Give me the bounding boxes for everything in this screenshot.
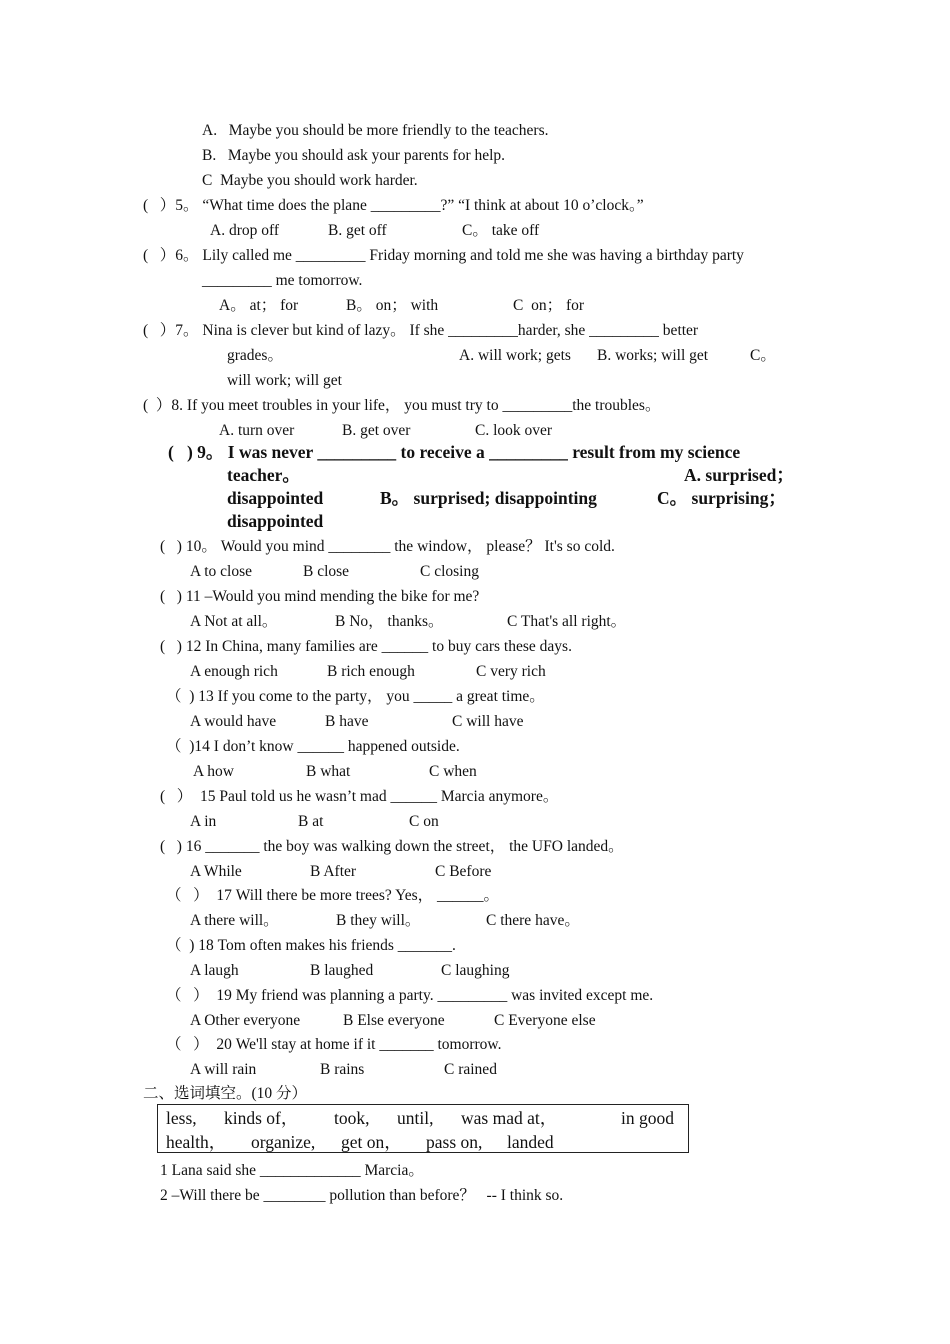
q15-option-c: C on <box>409 813 439 830</box>
q17-option-a: A there will。 <box>190 912 279 929</box>
q17-stem: （ ） 17 Will there be more trees? Yes， ______。 <box>166 887 500 904</box>
q14-option-a: A how <box>193 763 234 780</box>
q10-option-c: C closing <box>420 563 479 580</box>
word-bank-item: health， <box>166 1132 227 1152</box>
fill-sentence-1: 1 Lana said she _____________ Marcia。 <box>160 1162 424 1179</box>
q12-option-c: C very rich <box>476 663 546 680</box>
q16-stem: ( ) 16 _______ the boy was walking down the street， the UFO landed。 <box>160 838 624 855</box>
q19-option-a: A Other everyone <box>190 1012 301 1029</box>
q13-stem: （ ) 13 If you come to the party， you _____ a great time。 <box>166 688 545 705</box>
q11-option-c: C That's all right。 <box>507 613 627 630</box>
q4-option-b: B. Maybe you should ask your parents for help. <box>202 147 506 164</box>
word-bank-item: pass on, <box>426 1132 483 1152</box>
q11-stem: ( ) 11 –Would you mind mending the bike for me? <box>160 588 480 605</box>
q20-option-a: A will rain <box>190 1061 257 1078</box>
q9-option-b: B。 surprised; disappointing <box>380 488 597 508</box>
word-bank-item: less, <box>166 1108 197 1128</box>
word-bank-item: landed <box>507 1132 554 1152</box>
q5-stem: ( ）5。 “What time does the plane _________?” “I think at about 10 o’clock。” <box>143 197 644 214</box>
word-bank-item: was mad at， <box>461 1108 558 1128</box>
q19-option-b: B Else everyone <box>343 1012 445 1029</box>
q12-stem: ( ) 12 In China, many families are ______ to buy cars these days. <box>160 638 572 655</box>
fill-sentence-2: 2 –Will there be ________ pollution than before？ -- I think so. <box>160 1187 564 1204</box>
q9-option-c-cont: disappointed <box>227 511 324 531</box>
q14-option-c: C when <box>429 763 477 780</box>
q20-option-b: B rains <box>320 1061 365 1078</box>
q16-option-b: B After <box>310 863 357 880</box>
q19-option-c: C Everyone else <box>494 1012 596 1029</box>
q9-stem-cont: teacher。 <box>227 465 300 485</box>
q9-option-c: C。 surprising； <box>657 488 786 508</box>
q5-option-a: A. drop off <box>210 222 280 239</box>
word-bank-item: organize, <box>251 1132 316 1152</box>
q6-option-b: B。 on； with <box>346 297 439 314</box>
q7-option-b: B. works; will get <box>597 347 709 364</box>
q6-stem: ( ）6。 Lily called me _________ Friday morning and told me she was having a birthday party <box>143 247 744 264</box>
q10-stem: ( ) 10。 Would you mind ________ the window， please？ It's so cold. <box>160 538 615 555</box>
q16-option-c: C Before <box>435 863 492 880</box>
q13-option-a: A would have <box>190 713 277 730</box>
q8-stem: ( ）8. If you meet troubles in your life， you must try to _________the troubles。 <box>143 397 661 414</box>
q17-option-b: B they will。 <box>336 912 421 929</box>
q7-stem-cont: grades。 <box>227 347 283 364</box>
word-bank-item: get on， <box>341 1132 402 1152</box>
q14-stem: （ )14 I don’t know ______ happened outside. <box>166 738 460 755</box>
q10-option-a: A to close <box>190 563 252 580</box>
word-bank <box>157 1104 689 1153</box>
q20-option-c: C rained <box>444 1061 497 1078</box>
q11-option-b: B No， thanks。 <box>335 613 444 630</box>
q17-option-c: C there have。 <box>486 912 580 929</box>
q12-option-a: A enough rich <box>190 663 278 680</box>
q7-option-c: will work; will get <box>227 372 342 389</box>
q9-stem: ( ) 9。 I was never _________ to receive a _________ result from my science <box>168 442 741 462</box>
q5-option-c: C。 take off <box>462 222 540 239</box>
q18-option-a: A laugh <box>190 962 239 979</box>
q6-option-c: C on； for <box>513 297 585 314</box>
q4-option-a: A. Maybe you should be more friendly to the teachers. <box>202 122 549 139</box>
q11-option-a: A Not at all。 <box>190 613 278 630</box>
q18-stem: （ ) 18 Tom often makes his friends _______. <box>166 937 456 954</box>
q13-option-b: B have <box>325 713 369 730</box>
q14-option-b: B what <box>306 763 351 780</box>
q7-option-a: A. will work; gets <box>459 347 571 364</box>
q7-option-c-label: C。 <box>750 347 776 364</box>
q18-option-c: C laughing <box>441 962 510 979</box>
q8-option-c: C. look over <box>475 422 553 439</box>
q12-option-b: B rich enough <box>327 663 415 680</box>
q7-stem: ( ）7。 Nina is clever but kind of lazy。 If she _________harder, she _________ better <box>143 322 699 339</box>
word-bank-item: until, <box>397 1108 434 1128</box>
word-bank-item: kinds of， <box>224 1108 299 1128</box>
q16-option-a: A While <box>190 863 242 880</box>
q13-option-c: C will have <box>452 713 524 730</box>
q15-stem: ( ） 15 Paul told us he wasn’t mad ______ Marcia anymore。 <box>160 788 559 805</box>
q18-option-b: B laughed <box>310 962 374 979</box>
word-bank-item: took, <box>334 1108 370 1128</box>
q10-option-b: B close <box>303 563 350 580</box>
q8-option-b: B. get over <box>342 422 411 439</box>
q15-option-b: B at <box>298 813 324 830</box>
word-bank-item: in good <box>621 1108 674 1128</box>
q8-option-a: A. turn over <box>219 422 295 439</box>
q5-option-b: B. get off <box>328 222 387 239</box>
q6-stem-cont: _________ me tomorrow. <box>202 272 363 289</box>
q9-option-a: A. surprised； <box>684 465 794 485</box>
q19-stem: （ ） 19 My friend was planning a party. _________ was invited except me. <box>166 987 654 1004</box>
q9-option-a-cont: disappointed <box>227 488 324 508</box>
q20-stem: （ ） 20 We'll stay at home if it _______ tomorrow. <box>166 1036 502 1053</box>
q6-option-a: A。 at； for <box>219 297 299 314</box>
section2-title: 二、选词填空。(10 分） <box>143 1085 308 1102</box>
q4-option-c: C Maybe you should work harder. <box>202 172 418 189</box>
q15-option-a: A in <box>190 813 217 830</box>
